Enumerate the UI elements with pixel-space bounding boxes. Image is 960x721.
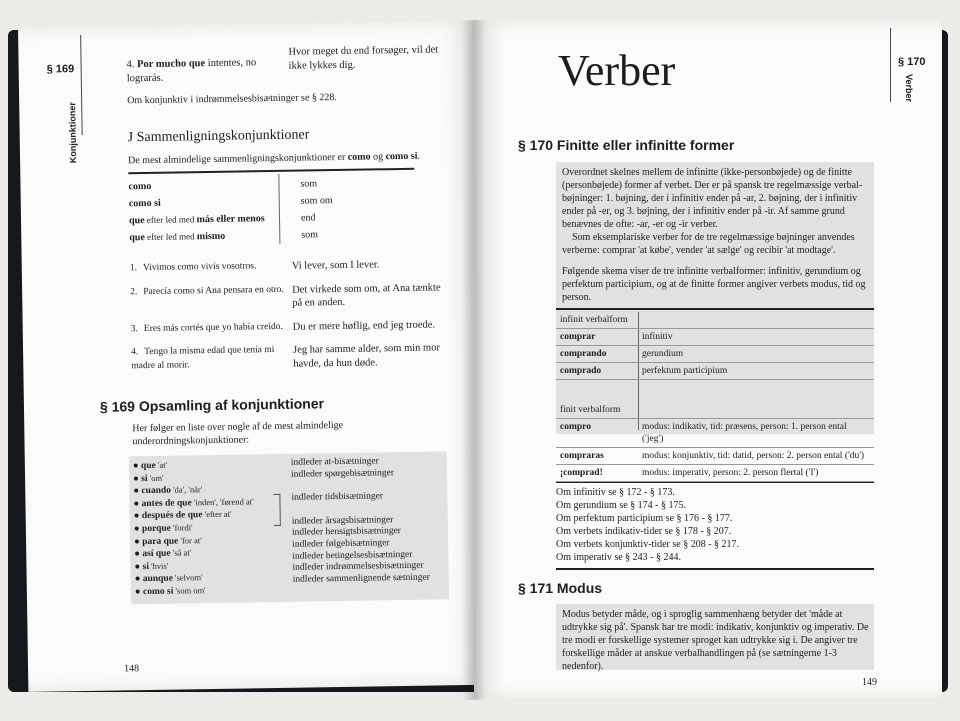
- left-page-number: 148: [123, 663, 140, 675]
- verb-form: ¡comprad!: [556, 465, 638, 482]
- verb-table-row: [556, 329, 874, 346]
- conj-es: como: [128, 180, 152, 193]
- bullet-dot: ●: [133, 511, 142, 522]
- example-spanish: 3. Eres más cortés que yo había creído.: [130, 321, 283, 334]
- example-danish: Vi lever, som I lever.: [291, 259, 380, 272]
- conjunction-type-item: indleder indrømmelsesbisætninger: [292, 560, 424, 573]
- bullet-dot: ●: [134, 549, 143, 560]
- verb-table-row: [556, 419, 874, 448]
- right-side-rule: [890, 28, 891, 102]
- verb-form-desc: perfektum participium: [638, 363, 874, 380]
- verb-form: compraras: [556, 448, 638, 465]
- right-side-vertical-label: Verber: [904, 74, 914, 103]
- verb-form-desc: infinitiv: [638, 329, 874, 346]
- right-page: [474, 20, 942, 698]
- conjunction-bullet-item: ● para que 'for at': [134, 534, 202, 547]
- conj-es: que efter led med mismo: [129, 230, 226, 244]
- bullet-dot: ●: [134, 574, 143, 585]
- right-side-section: § 170: [898, 56, 926, 68]
- refs-rule-top: [556, 482, 874, 483]
- verb-ref-line: Om verbets indikativ-tider se § 178 - § 207.: [556, 526, 732, 537]
- conj-row: [129, 227, 429, 249]
- verb-form: comprado: [556, 363, 638, 380]
- conjunction-type-item: indleder tidsbisætninger: [291, 491, 384, 503]
- conjunction-type-item: indleder at-bisætninger: [290, 456, 379, 468]
- conj-da: som: [301, 229, 319, 241]
- bullet-dot: ●: [134, 536, 143, 547]
- example-spanish: 4. Tengo la misma edad que tenía mi madre al morir.: [131, 345, 275, 371]
- sec169-intro: Her følger en liste over nogle af de mest almindelige underordningskonjunktioner:: [132, 419, 344, 448]
- bullet-dot: ●: [134, 587, 144, 598]
- conjunction-bullet-item: ● si 'om': [133, 472, 164, 484]
- conjunction-types: [291, 455, 453, 586]
- verb-table-row: [556, 448, 874, 465]
- bullet-dot: ●: [134, 561, 143, 572]
- examples-list: [130, 257, 462, 383]
- conjunction-type-item: indleder spørgebisætninger: [290, 467, 395, 480]
- spine-shadow: [462, 20, 486, 700]
- conjunction-bullets: [133, 458, 285, 599]
- example-4-spanish: 4. Por mucho que intentes, no lograrás.: [126, 57, 257, 84]
- verb-table-top-rule: [556, 308, 874, 310]
- sec170-title: § 170 Finitte eller infinitte former: [518, 137, 735, 153]
- conjunction-bullet-item: ● como si 'som om': [134, 585, 206, 598]
- sec171-title: § 171 Modus: [518, 580, 603, 596]
- conjunction-bullet-item: ● si 'hvis': [134, 560, 169, 572]
- example-row: [131, 318, 461, 337]
- conj-da: som om: [300, 195, 333, 207]
- conjunction-type-item: indleder årsagsbisætninger: [291, 514, 394, 527]
- conj-da: end: [300, 212, 316, 224]
- conj-es: como si: [128, 197, 161, 210]
- conj-table: [128, 176, 429, 249]
- sec170-p2: Som eksemplariske verber for de tre regelmæssige bøjninger anvendes verberne: comprar 'at købe', vender 'at sælge' og recibir 'at modtage'.: [562, 232, 855, 256]
- bullet-dot: ●: [133, 498, 142, 510]
- conjunction-type-item: indleder hensigtsbisætninger: [291, 526, 402, 539]
- verb-refs: [556, 486, 874, 564]
- conj-da: som: [300, 178, 318, 190]
- example-spanish: 2. Parecía como si Ana pensara en otro.: [130, 284, 284, 297]
- verb-form-desc: gerundium: [638, 346, 874, 363]
- verb-ref-line: Om gerundium se § 174 - § 175.: [556, 500, 686, 511]
- example-4-danish: Hvor meget du end forsøger, vil det ikke lykkes dig.: [288, 44, 439, 72]
- verb-table-row: [556, 346, 874, 363]
- refs-rule-bottom: [556, 568, 874, 570]
- conjunction-bullet-item: ● cuando 'da', 'når': [133, 484, 203, 497]
- j-intro: De mest almindelige sammenligningskonjunktioner er como og como si.: [128, 150, 421, 167]
- verb-form: comprar: [556, 329, 638, 346]
- ref-228: Om konjunktiv i indrømmelsesbisætninger se § 228.: [127, 92, 337, 107]
- verb-form-desc: modus: imperativ, person: 2. person flertal ('I'): [638, 465, 874, 482]
- sec170-p3: Følgende skema viser de tre infinitte verbalformer: infinitiv, gerundium og perfektum participium, og at de finitte former angiver verbets modus, tid og person.: [562, 266, 866, 303]
- conjunction-bullet-item: ● porque 'fordi': [133, 522, 193, 535]
- verb-table-row: [556, 465, 874, 482]
- conjunction-bullet-item: ● antes de que 'inden', 'førend at': [133, 496, 254, 510]
- bullet-dot: ●: [133, 486, 142, 497]
- conj-es: que efter led med más eller menos: [128, 213, 265, 227]
- left-side-rule: [80, 35, 83, 135]
- example-row: [130, 281, 460, 313]
- example-danish: Det virkede som om, at Ana tænkte på en anden.: [292, 281, 441, 309]
- conjunction-bullet-item: ● aunque 'selvom': [134, 572, 203, 585]
- example-row: [131, 341, 461, 373]
- verb-table-header-finit: finit verbalform: [556, 402, 874, 419]
- verb-table-row: [556, 363, 874, 380]
- chapter-title: Verber: [558, 46, 676, 95]
- sec171-text: Modus betyder måde, og i sproglig sammenhæng betyder det 'måde at udtrykke sig på'. Spansk har tre modi: indikativ, konjunktiv og imperativ. De tre modi er forskellige systemer sproget kan udtrykke sig i. De angiver tre forskellige måder at anskue verbalhandlingen på (se sætningerne 1-3 nedenfor).: [562, 609, 869, 672]
- sec170-p1: Overordnet skelnes mellem de infinitte (ikke-personbøjede) og de finitte (personbøjede) former af verbet. Der er på spansk tre regelmæssige verbal-bøjninger: 1. bøjning, der i infinitiv ender på -ar, 2. bøjning, der i infinitiv ender på -er, og 3. bøjning, der i infinitiv ender på -ir. Af samme grund benævnes de ofte: -ar, -er og -ir verber.: [562, 167, 863, 230]
- bullet-dot: ●: [132, 461, 142, 472]
- conjunction-type-item: indleder følgebisætninger: [292, 538, 390, 550]
- verb-ref-line: Om verbets konjunktiv-tider se § 208 - § 217.: [556, 539, 740, 550]
- sec170-text: [562, 166, 870, 304]
- left-page: [18, 21, 484, 692]
- time-bracket: [273, 494, 281, 526]
- verb-ref-line: Om perfektum participium se § 176 - § 177.: [556, 513, 733, 524]
- conjunction-type-item: indleder sammenlignende sætninger: [292, 572, 430, 585]
- example-row: [130, 257, 460, 276]
- left-side-vertical-label: Konjunktioner: [67, 102, 79, 164]
- example-danish: Jeg har samme alder, som min mor havde, da hun døde.: [293, 342, 441, 370]
- j-heading: J Sammenligningskonjunktioner: [127, 127, 310, 146]
- verb-table: [556, 312, 874, 482]
- bullet-dot: ●: [133, 473, 142, 484]
- verb-form-desc: modus: indikativ, tid: præsens, person: 1. person ental ('jeg'): [638, 419, 874, 448]
- left-side-section: § 169: [46, 63, 75, 76]
- conjunction-bullet-item: ● que 'at': [132, 459, 168, 472]
- example-danish: Du er mere høflig, end jeg troede.: [292, 318, 436, 333]
- verb-form: comprando: [556, 346, 638, 363]
- verb-ref-line: Om imperativ se § 243 - § 244.: [556, 552, 681, 563]
- conj-table-rule: [128, 168, 414, 174]
- sec169-title: § 169 Opsamling af konjunktioner: [99, 395, 325, 415]
- verb-form: compro: [556, 419, 638, 448]
- verb-ref-line: Om infinitiv se § 172 - § 173.: [556, 487, 675, 498]
- conjunction-type-item: indleder betingelsesbisætninger: [292, 549, 413, 562]
- conjunction-bullet-item: ● después de que 'efter at': [133, 509, 232, 522]
- right-page-number: 149: [862, 677, 877, 688]
- example-spanish: 1. Vivimos como vivís vosotros.: [129, 261, 257, 274]
- verb-table-header-infinit: infinit verbalform: [556, 312, 874, 329]
- conjunction-bullet-item: ● así que 'så at': [134, 547, 192, 560]
- bullet-dot: ●: [133, 524, 143, 535]
- verb-form-desc: modus: konjunktiv, tid: datid, person: 2. person ental ('du'): [638, 448, 874, 465]
